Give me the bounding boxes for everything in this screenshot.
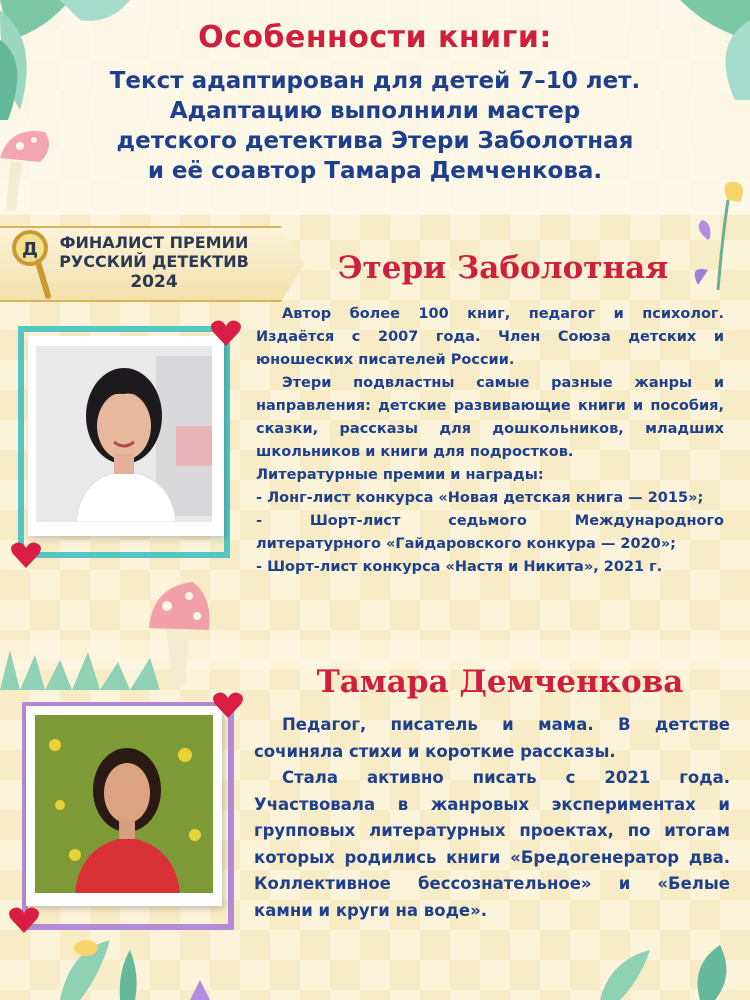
author2-name: Тамара Демченкова [316,664,684,700]
award-item: - Лонг-лист конкурса «Новая детская книга — 2015»; [256,490,704,506]
bio-paragraph: Стала активно писать с 2021 года. Участвовала в жанровых экспериментах и групповых литературных проектах, по итогам которых родились книги «Бредогенератор два. Коллективное бессознательное» и «Белые камни и круги на воде». [254,768,730,920]
heart-icon [210,318,242,348]
finalist-text [54,233,254,271]
author2-portrait-icon [35,715,213,893]
features-line: и её соавтор Тамара Демченкова. [147,158,603,184]
features-title: Особенности книги: [198,20,552,55]
author2-bio [254,712,730,924]
bio-paragraph: Этери подвластны самые разные жанры и направления: детские развивающие книги и пособия, сказки, рассказы для дошкольников, младших школьников и книги для подростков. [256,375,724,460]
author1-bio [256,303,724,579]
magnifier-emblem-icon [8,226,54,300]
bottom-plants-icon [0,930,750,1000]
flowers-icon [688,180,750,290]
emblem-letter: Д [21,239,39,260]
awards-title: Литературные премии и награды: [256,467,544,483]
author1-photo [36,346,212,522]
award-item: - Шорт-лист конкурса «Настя и Никита», 2021 г. [256,559,663,575]
features-line: детского детектива Этери Заболотная [116,128,634,154]
author1-name: Этери Заболотная [337,250,669,286]
heart-icon [212,690,244,720]
bio-paragraph: Автор более 100 книг, педагог и психолог. Издаётся с 2007 года. Член Союза детских и юношеских писателей России. [256,306,724,368]
features-text [60,66,690,186]
award-item: - Шорт-лист седьмого Международного литературного «Гайдаровского конкура — 2020»; [256,513,724,552]
author1-portrait-icon [36,346,212,522]
mushroom-icon [0,118,60,213]
features-line: Текст адаптирован для детей 7–10 лет. [109,68,641,94]
finalist-line1: ФИНАЛИСТ ПРЕМИИ [59,233,249,252]
features-line: Адаптацию выполнили мастер [169,98,581,124]
grass-icon [0,640,160,690]
finalist-line2: РУССКИЙ ДЕТЕКТИВ [59,252,249,271]
bio-paragraph: Педагог, писатель и мама. В детстве сочиняла стихи и короткие рассказы. [254,715,730,761]
finalist-year: 2024 [130,272,178,292]
heart-icon [10,540,42,570]
author2-photo [35,715,213,893]
